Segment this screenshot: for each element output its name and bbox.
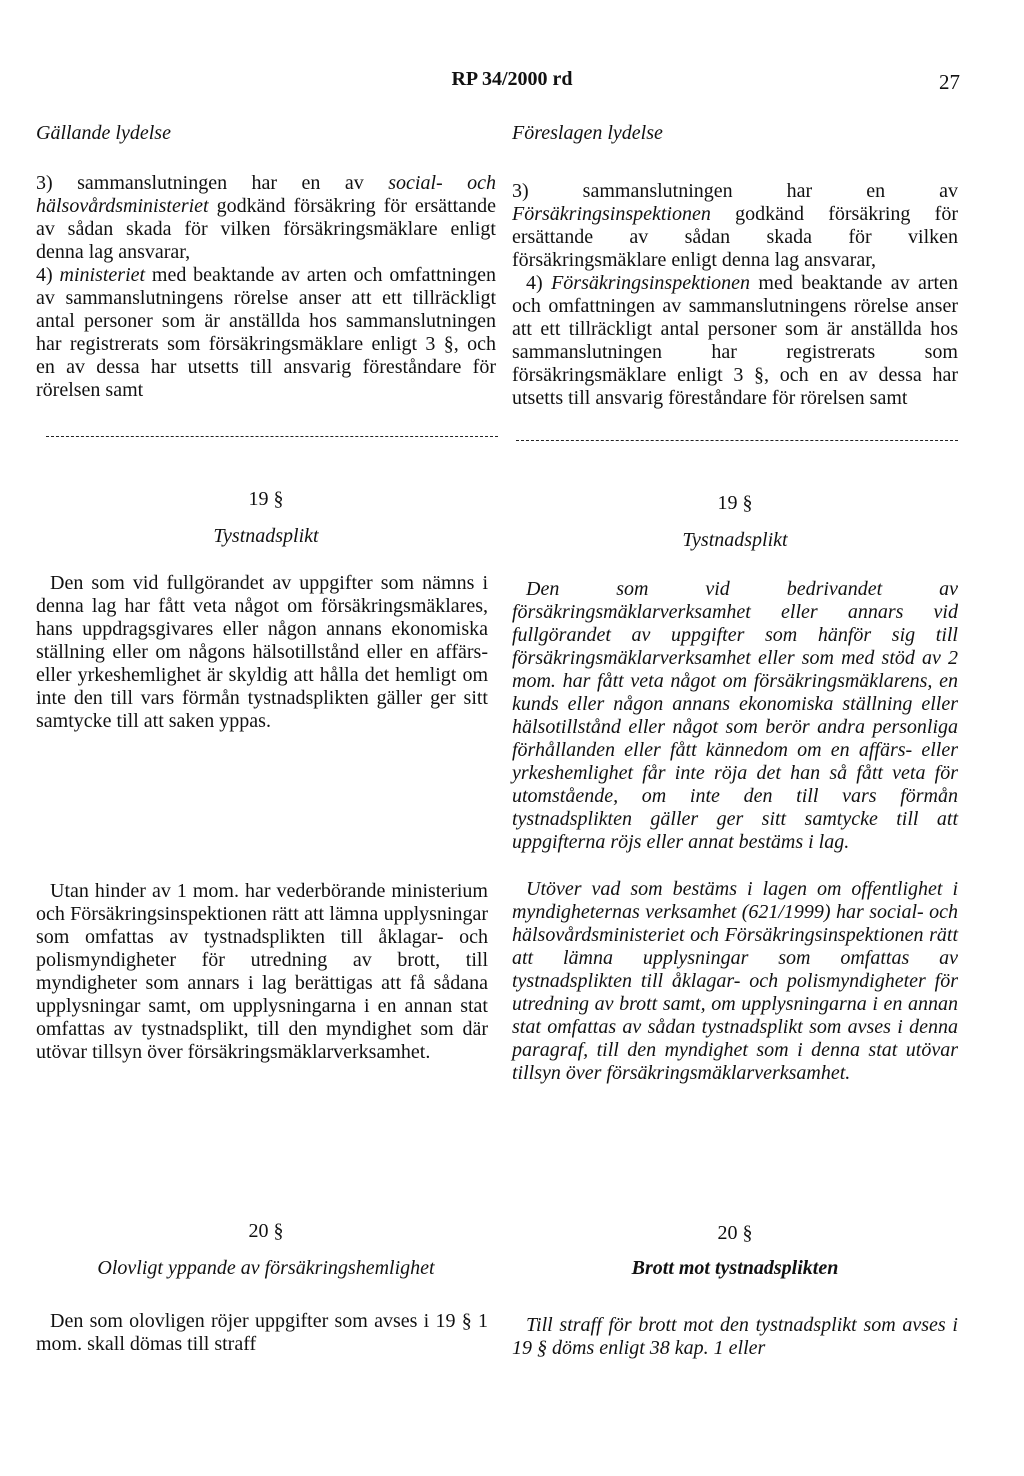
left-section-20-number: 20 § — [248, 1220, 284, 1242]
right-section-19-head — [512, 492, 958, 552]
left-section-19-head — [36, 488, 496, 548]
right-section-19-mom2: Utöver vad som bestäms i lagen om offentlighet i myndigheternas verksamhet (621/1999) har social- och hälsovårdsministeriet och Försäkringsinspektionen rätt att lämna upplysningar som omfattas av tystnadsplikten till åklagar- och polismyndigheter för utredning av brott samt, om upplysningarna i en annan stat omfattas av sådan tystnadsplikt som avses i denna paragraf, till den myndighet som i denna stat utövar tillsyn över försäkringsmäklarverksamhet. — [512, 878, 958, 1084]
left-section-19-title: Tystnadsplikt — [213, 525, 319, 547]
right-section-20-head — [512, 1222, 958, 1280]
left-dashed-separator — [46, 436, 498, 437]
right-item-3: 3) sammanslutningen har en av Försäkringsinspektionen godkänd försäkring för ersättande av sådan skada för vilken försäkringsmäklare enligt denna lag ansvarar, — [512, 180, 958, 271]
right-section-20-number: 20 § — [717, 1222, 753, 1244]
right-section-19-title: Tystnadsplikt — [682, 529, 788, 551]
right-section-19-mom1: Den som vid bedrivandet av försäkringsmäklarverksamhet eller annars vid fullgörandet av uppgifter som hänför sig till försäkringsmäklarverksamhet eller som med stöd av 2 mom. har fått veta något om försäkringsmäklarens, en kunds eller någon annans ekonomiska ställning eller hälsotillstånd eller något som berör andra personliga förhållanden eller fått kännedom om en affärs- eller yrkeshemlighet får inte röja det han så fått veta för utomstående, om inte den till vars förmån tystnadsplikten gäller ger sitt samtycke till att uppgifterna röjs eller annat bestäms i lag. — [512, 578, 958, 853]
left-items-3-4 — [36, 172, 496, 402]
right-section-19-number: 19 § — [717, 492, 753, 514]
left-section-20-title: Olovligt yppande av försäkringshemlighet — [97, 1257, 435, 1279]
right-column-heading: Föreslagen lydelse — [512, 122, 663, 144]
page-header-title: RP 34/2000 rd — [451, 68, 573, 90]
right-item-4: 4) Försäkringsinspektionen med beaktande av arten och omfattningen av sammanslutningens rörelse anser att ett tillräckligt antal personer som är anställda hos sammanslutningen har registrerats som försäkringsmäklare enligt 3 §, och en av dessa har utsetts till ansvarig föreståndare för rörelsen samt — [512, 272, 958, 409]
right-dashed-separator — [516, 440, 958, 441]
left-item-3: 3) sammanslutningen har en av social- och hälsovårdsministeriet godkänd försäkring för ersättande av sådan skada för vilken försäkringsmäklare enligt denna lag ansvarar, — [36, 172, 497, 263]
left-column-heading: Gällande lydelse — [36, 122, 171, 144]
left-section-20-text: Den som olovligen röjer uppgifter som avses i 19 § 1 mom. skall dömas till straff — [36, 1310, 488, 1355]
right-section-20-title: Brott mot tystnadsplikten — [631, 1257, 839, 1279]
left-section-19-mom1: Den som vid fullgörandet av uppgifter som nämns i denna lag har fått veta något om försäkringsmäklares, hans uppdragsgivares eller någon annans ekonomiska ställning eller om någons hälsotillstånd eller en affärs- eller yrkeshemlighet är skyldig att hålla det hemligt om inte den till vars förmån tystnadsplikten gäller ger sitt samtycke till att saken yppas. — [36, 572, 488, 732]
left-item-4: 4) ministeriet med beaktande av arten och omfattningen av sammanslutningens rörelse anser att ett tillräckligt antal personer som är anställda hos sammanslutningen har registrerats som försäkringsmäklare enligt 3 §, och en av dessa har utsetts till ansvarig föreståndare för rörelsen samt — [36, 264, 496, 401]
left-section-19-number: 19 § — [248, 488, 284, 510]
left-section-20-head — [36, 1220, 496, 1280]
page-number: 27 — [939, 70, 960, 94]
right-section-20-text: Till straff för brott mot den tystnadsplikt som avses i 19 § döms enligt 38 kap. 1 eller — [512, 1314, 958, 1359]
left-section-19-mom2: Utan hinder av 1 mom. har vederbörande ministerium och Försäkringsinspektionen rätt att lämna upplysningar som omfattas av tystnadsplikten till åklagar- och polismyndigheter för utredning av brott, till myndigheter som annars i lag berättigas att få sådana upplysningar samt, om upplysningarna i en annan stat omfattas av tystnadsplikt, till den myndighet som där utövar tillsyn över försäkringsmäklarverksamhet. — [36, 880, 488, 1063]
right-items-3-4 — [512, 180, 958, 410]
